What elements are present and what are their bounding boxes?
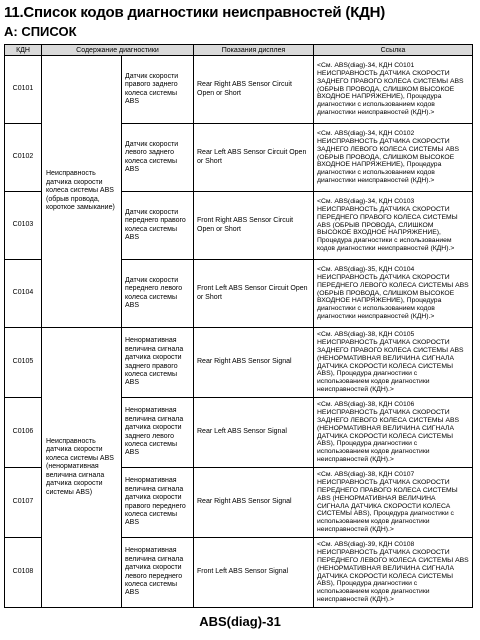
diagnosis-content: Ненормативная величина сигнала датчика скорости заднего правого колеса системы ABS — [122, 328, 194, 398]
page-title: 11.Список кодов диагностики неисправностей (КДН) — [4, 4, 386, 21]
dtc-code: C0107 — [5, 468, 42, 538]
dtc-code: C0106 — [5, 398, 42, 468]
section-subtitle: A: СПИСОК — [4, 24, 77, 39]
display-text: Rear Left ABS Sensor Signal — [194, 398, 314, 468]
diagnosis-content: Ненормативная величина сигнала датчика скорости левого переднего колеса системы ABS — [122, 538, 194, 608]
dtc-code: C0102 — [5, 124, 42, 192]
diagnosis-content: Датчик скорости переднего левого колеса системы ABS — [122, 260, 194, 328]
header-content: Содержание диагностики — [42, 45, 194, 56]
header-reference: Ссылка — [314, 45, 473, 56]
display-text: Front Left ABS Sensor Signal — [194, 538, 314, 608]
display-text: Front Left ABS Sensor Circuit Open or Short — [194, 260, 314, 328]
dtc-code: C0101 — [5, 56, 42, 124]
display-text: Rear Right ABS Sensor Signal — [194, 468, 314, 538]
dtc-code: C0103 — [5, 192, 42, 260]
diagnosis-content: Датчик скорости правого заднего колеса системы ABS — [122, 56, 194, 124]
table-row — [5, 56, 473, 124]
table-row — [5, 328, 473, 398]
reference-link[interactable]: <См. ABS(diag)-34, КДН C0102 НЕИСПРАВНОСТЬ ДАТЧИКА СКОРОСТИ ЗАДНЕГО ЛЕВОГО КОЛЕСА СИСТЕМЫ ABS (ОБРЫВ ПРОВОДА, СЛИШКОМ ВЫСОКОЕ ВХОДНОЕ НАПРЯЖЕНИЕ), Процедура диагностики с использованием кодов диагностики неисправностей (КДН).> — [314, 124, 473, 192]
display-text: Rear Right ABS Sensor Signal — [194, 328, 314, 398]
group-open-short: Неисправность датчика скорости колеса системы ABS (обрыв провода, короткое замыкание) — [42, 56, 122, 328]
display-text: Rear Right ABS Sensor Circuit Open or Short — [194, 56, 314, 124]
display-text: Rear Left ABS Sensor Circuit Open or Short — [194, 124, 314, 192]
reference-link[interactable]: <См. ABS(diag)-38, КДН C0105 НЕИСПРАВНОСТЬ ДАТЧИКА СКОРОСТИ ЗАДНЕГО ПРАВОГО КОЛЕСА СИСТЕМЫ ABS (НЕНОРМАТИВНАЯ ВЕЛИЧИНА СИГНАЛА ДАТЧИКА СКОРОСТИ КОЛЕСА СИСТЕМЫ ABS), Процедура диагностики с использованием кодов диагностики неисправностей (КДН).> — [314, 328, 473, 398]
reference-link[interactable]: <См. ABS(diag)-38, КДН C0106 НЕИСПРАВНОСТЬ ДАТЧИКА СКОРОСТИ ЗАДНЕГО ЛЕВОГО КОЛЕСА СИСТЕМЫ ABS (НЕНОРМАТИВНАЯ ВЕЛИЧИНА СИГНАЛА ДАТЧИКА СКОРОСТИ КОЛЕСА СИСТЕМЫ ABS), Процедура диагностики с использованием кодов диагностики неисправностей (КДН).> — [314, 398, 473, 468]
reference-link[interactable]: <См. ABS(diag)-34, КДН C0101 НЕИСПРАВНОСТЬ ДАТЧИКА СКОРОСТИ ЗАДНЕГО ПРАВОГО КОЛЕСА СИСТЕМЫ ABS (ОБРЫВ ПРОВОДА, СЛИШКОМ ВЫСОКОЕ ВХОДНОЕ НАПРЯЖЕНИЕ), Процедура диагностики с использованием кодов диагностики неисправностей (КДН).> — [314, 56, 473, 124]
reference-link[interactable]: <См. ABS(diag)-35, КДН C0104 НЕИСПРАВНОСТЬ ДАТЧИКА СКОРОСТИ ПЕРЕДНЕГО ЛЕВОГО КОЛЕСА СИСТЕМЫ ABS (ОБРЫВ ПРОВОДА, СЛИШКОМ ВЫСОКОЕ ВХОДНОЕ НАПРЯЖЕНИЕ), Процедура диагностики с использованием кодов диагностики неисправностей (КДН).> — [314, 260, 473, 328]
dtc-code: C0105 — [5, 328, 42, 398]
reference-link[interactable]: <См. ABS(diag)-34, КДН C0103 НЕИСПРАВНОСТЬ ДАТЧИКА СКОРОСТИ ПЕРЕДНЕГО ПРАВОГО КОЛЕСА СИСТЕМЫ ABS (ОБРЫВ ПРОВОДА, СЛИШКОМ ВЫСОКОЕ ВХОДНОЕ НАПРЯЖЕНИЕ), Процедура диагностики с использованием кодов диагностики неисправностей (КДН).> — [314, 192, 473, 260]
reference-link[interactable]: <См. ABS(diag)-39, КДН C0108 НЕИСПРАВНОСТЬ ДАТЧИКА СКОРОСТИ ПЕРЕДНЕГО ЛЕВОГО КОЛЕСА СИСТЕМЫ ABS (НЕНОРМАТИВНАЯ ВЕЛИЧИНА СИГНАЛА ДАТЧИКА СКОРОСТИ КОЛЕСА СИСТЕМЫ ABS), Процедура диагностики с использованием кодов диагностики неисправностей (КДН).> — [314, 538, 473, 608]
display-text: Front Right ABS Sensor Circuit Open or Short — [194, 192, 314, 260]
dtc-table — [4, 44, 473, 608]
header-display: Показания дисплея — [194, 45, 314, 56]
group-signal: Неисправность датчика скорости колеса системы ABS (ненормативная величина сигнала датчика скорости системы ABS) — [42, 328, 122, 608]
table-header-row — [5, 45, 473, 56]
dtc-code: C0108 — [5, 538, 42, 608]
reference-link[interactable]: <См. ABS(diag)-38, КДН C0107 НЕИСПРАВНОСТЬ ДАТЧИКА СКОРОСТИ ПЕРЕДНЕГО ПРАВОГО КОЛЕСА СИСТЕМЫ ABS (НЕНОРМАТИВНАЯ ВЕЛИЧИНА СИГНАЛА ДАТЧИКА СКОРОСТИ КОЛЕСА СИСТЕМЫ ABS), Процедура диагностики с использованием кодов диагностики неисправностей (КДН).> — [314, 468, 473, 538]
page-number: ABS(diag)-31 — [199, 614, 281, 629]
diagnosis-content: Датчик скорости переднего правого колеса системы ABS — [122, 192, 194, 260]
header-code: КДН — [5, 45, 42, 56]
dtc-code: C0104 — [5, 260, 42, 328]
diagnosis-content: Ненормативная величина сигнала датчика скорости правого переднего колеса системы ABS — [122, 468, 194, 538]
diagnosis-content: Датчик скорости левого заднего колеса системы ABS — [122, 124, 194, 192]
diagnosis-content: Ненормативная величина сигнала датчика скорости заднего левого колеса системы ABS — [122, 398, 194, 468]
